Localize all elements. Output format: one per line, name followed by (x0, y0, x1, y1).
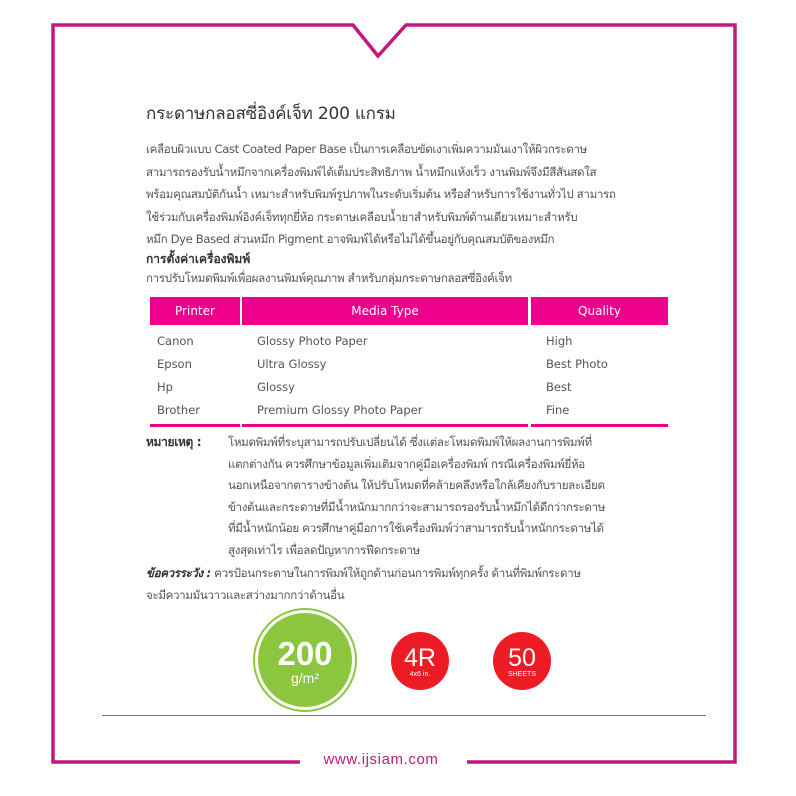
note-label: หมายเหตุ : (146, 435, 202, 449)
paper-weight-unit: g/m² (291, 670, 319, 686)
paper-size-dimensions: 4x6 in. (409, 671, 431, 678)
divider-line (102, 715, 706, 716)
header-media-type: Media Type (242, 297, 528, 325)
table-bottom-rule (150, 424, 668, 427)
printer-settings-heading: การตั้งค่าเครื่องพิมพ์ (146, 252, 251, 266)
paper-weight-value: 200 (277, 635, 333, 672)
cell-quality: Best Photo (546, 356, 608, 371)
cell-media-type: Premium Glossy Photo Paper (257, 402, 423, 417)
description-line: สามารถรองรับน้ำหมึกจากเครื่องพิมพ์ได้เต็มประสิทธิภาพ น้ำหมึกแห้งเร็ว งานพิมพ์จึงมีสีสันสดใส (146, 164, 597, 179)
cell-quality: Fine (546, 402, 570, 417)
cell-printer: Epson (157, 356, 192, 371)
note-line: ข้างต้นและกระดาษที่มีน้ำหนักมากกว่าจะสามารถรองรับน้ำหมึกได้ดีกว่ากระดาษ (228, 499, 606, 514)
table-header-row (150, 297, 668, 325)
paper-size-value: 4R (404, 644, 436, 672)
printer-settings-table (150, 297, 668, 427)
cell-media-type: Glossy (257, 379, 295, 394)
product-description (146, 138, 670, 251)
cell-printer: Canon (157, 333, 194, 348)
header-printer: Printer (150, 297, 240, 325)
header-quality: Quality (531, 297, 668, 325)
caution-section (146, 563, 676, 606)
paper-size-badge (391, 632, 449, 690)
sheet-count-badge (493, 632, 551, 690)
website-link[interactable]: www.ijsiam.com (323, 751, 439, 768)
description-line: หมึก Dye Based ส่วนหมึก Pigment อาจพิมพ์ได้หรือไม่ได้ขึ้นอยู่กับคุณสมบัติของหมึก (146, 232, 555, 246)
cell-printer: Hp (157, 379, 173, 394)
paper-weight-badge (258, 613, 352, 707)
note-line: สูงสุดเท่าไร เพื่อลดปัญหาการฟีดกระดาษ (228, 542, 420, 557)
table-row (150, 352, 668, 375)
note-line: นอกเหนือจากตารางข้างต้น ให้ปรับโหมดที่คล้ายคลึงหรือใกล้เคียงกับรายละเอียด (228, 478, 605, 492)
sheet-count-value: 50 (508, 644, 536, 672)
table-row (150, 329, 668, 352)
note-line: โหมดพิมพ์ที่ระบุสามารถปรับเปลี่ยนได้ ซึ่งแต่ละโหมดพิมพ์ให้ผลงานการพิมพ์ที่ (228, 435, 592, 449)
cell-media-type: Glossy Photo Paper (257, 333, 368, 348)
sheet-count-label: SHEETS (507, 671, 536, 678)
description-line: พร้อมคุณสมบัติกันน้ำ เหมาะสำหรับพิมพ์รูปภาพในระดับเริ่มต้น หรือสำหรับการใช้งานทั่วไป สามารถ (146, 187, 616, 201)
description-line: เคลือบผิวแบบ Cast Coated Paper Base เป็นการเคลือบขัดเงาเพิ่มความมันเงาให้ผิวกระดาษ (146, 142, 587, 156)
note-section (146, 432, 676, 561)
table-row (150, 375, 668, 398)
caution-text: ควรป้อนกระดาษในการพิมพ์ให้ถูกด้านก่อนการพิมพ์ทุกครั้ง ด้านที่พิมพ์กระดาษ (210, 566, 581, 580)
cell-quality: Best (546, 379, 572, 394)
description-line: ใช้ร่วมกับเครื่องพิมพ์อิงค์เจ็ททุกยี่ห้อ กระดาษเคลือบน้ำยาสำหรับพิมพ์ด้านเดียวเหมาะสำหรับ (146, 209, 578, 224)
note-line: แตกต่างกัน ควรศึกษาข้อมูลเพิ่มเติมจากคู่มือเครื่องพิมพ์ กรณีเครื่องพิมพ์ยี่ห้อ (228, 456, 585, 471)
caution-text: จะมีความมันวาวและสว่างมากกว่าด้านอื่น (146, 587, 345, 602)
table-row (150, 398, 668, 421)
note-line: ที่มีน้ำหนักน้อย ควรศึกษาคู่มือการใช้เครื่องพิมพ์ว่าสามารถรับน้ำหนักกระดาษได้ (228, 521, 604, 535)
printer-settings-subtitle: การปรับโหมดพิมพ์เพื่อผลงานพิมพ์คุณภาพ สำหรับกลุ่มกระดาษกลอสซี่อิงค์เจ็ท (146, 271, 512, 285)
cell-quality: High (546, 333, 573, 348)
cell-media-type: Ultra Glossy (257, 356, 327, 371)
cell-printer: Brother (157, 402, 201, 417)
product-title: กระดาษกลอสซี่อิงค์เจ็ท 200 แกรม (146, 104, 396, 124)
caution-label: ข้อควรระวัง : (146, 566, 211, 580)
